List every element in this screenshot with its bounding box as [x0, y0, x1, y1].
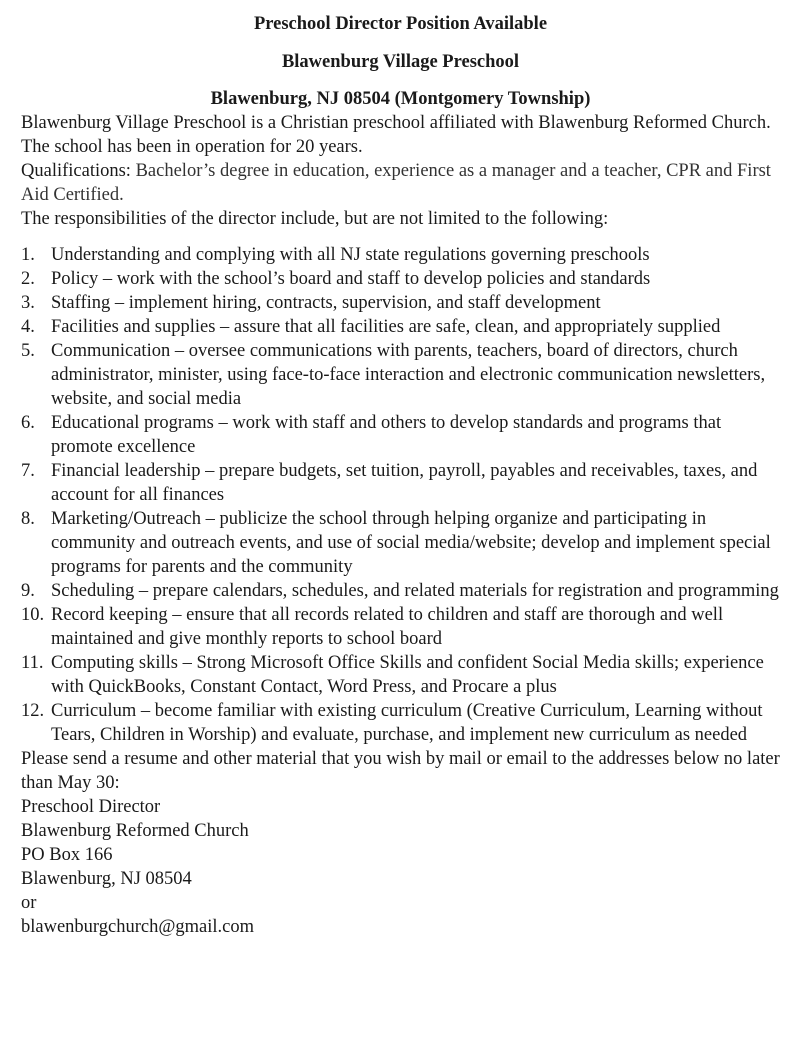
list-item-text: Financial leadership – prepare budgets, set tuition, payroll, payables and receivables, taxes, and account for all finances — [51, 461, 758, 505]
list-item — [21, 459, 780, 507]
list-item — [21, 603, 780, 651]
list-item-number: 5. — [21, 341, 35, 361]
list-item-number: 6. — [21, 413, 35, 433]
list-item-number: 9. — [21, 581, 35, 601]
list-item — [21, 291, 780, 315]
closing-paragraph: Please send a resume and other material that you wish by mail or email to the addresses below no later than May 30: — [21, 749, 780, 793]
list-item-text: Staffing – implement hiring, contracts, supervision, and staff development — [51, 293, 601, 313]
page-title: Preschool Director Position Available — [253, 14, 548, 34]
intro-paragraph: Blawenburg Village Preschool is a Christian preschool affiliated with Blawenburg Reformed Church. The school has been in operation for 20 years. — [21, 113, 771, 157]
address-organization: Blawenburg Reformed Church — [21, 821, 249, 841]
list-item — [21, 699, 780, 747]
list-item — [21, 411, 780, 459]
list-item-number: 2. — [21, 269, 35, 289]
address-po-box: PO Box 166 — [21, 845, 113, 865]
contact-email: blawenburgchurch@gmail.com — [21, 917, 254, 937]
responsibilities-list — [21, 243, 780, 747]
responsibilities-intro: The responsibilities of the director include, but are not limited to the following: — [21, 209, 609, 229]
list-item-number: 11. — [21, 653, 44, 673]
address-or: or — [21, 893, 37, 913]
list-item-text: Marketing/Outreach – publicize the school through helping organize and participating in community and outreach events, and use of social media/website; develop and implement special programs for parents and the community — [51, 509, 771, 577]
list-item — [21, 267, 780, 291]
list-item-number: 10. — [21, 605, 45, 625]
qualifications-text: Bachelor’s degree in education, experience as a manager and a teacher, CPR and First Aid Certified. — [21, 161, 771, 205]
list-item-text: Scheduling – prepare calendars, schedules, and related materials for registration and programming — [51, 581, 779, 601]
list-item-text: Facilities and supplies – assure that all facilities are safe, clean, and appropriately supplied — [51, 317, 721, 337]
list-item-text: Computing skills – Strong Microsoft Office Skills and confident Social Media skills; experience with QuickBooks, Constant Contact, Word Press, and Procare a plus — [51, 653, 764, 697]
list-item-number: 3. — [21, 293, 35, 313]
list-item — [21, 339, 780, 411]
school-name: Blawenburg Village Preschool — [281, 52, 520, 72]
address-city: Blawenburg, NJ 08504 — [21, 869, 192, 889]
list-item-text: Record keeping – ensure that all records related to children and staff are thorough and well maintained and give monthly reports to school board — [51, 605, 724, 649]
list-item — [21, 243, 780, 267]
list-item-text: Policy – work with the school’s board and staff to develop policies and standards — [51, 269, 651, 289]
list-item — [21, 579, 780, 603]
list-item-text: Curriculum – become familiar with existing curriculum (Creative Curriculum, Learning without Tears, Children in Worship) and evaluate, purchase, and implement new curriculum as needed — [51, 701, 763, 745]
list-item-number: 8. — [21, 509, 35, 529]
list-item — [21, 651, 780, 699]
address-recipient: Preschool Director — [21, 797, 161, 817]
list-item-text: Educational programs – work with staff and others to develop standards and programs that promote excellence — [51, 413, 722, 457]
qualifications-paragraph — [21, 159, 780, 207]
list-item — [21, 507, 780, 579]
mailing-address — [21, 795, 780, 939]
list-item-number: 12. — [21, 701, 45, 721]
list-item-number: 7. — [21, 461, 35, 481]
list-item-number: 4. — [21, 317, 35, 337]
qualifications-label: Qualifications: — [21, 161, 131, 181]
list-item — [21, 315, 780, 339]
list-item-number: 1. — [21, 245, 35, 265]
school-location: Blawenburg, NJ 08504 (Montgomery Township) — [210, 89, 591, 109]
list-item-text: Communication – oversee communications with parents, teachers, board of directors, church administrator, minister, using face-to-face interaction and electronic communication newsletters, website, and social media — [51, 341, 766, 409]
list-item-text: Understanding and complying with all NJ state regulations governing preschools — [51, 245, 650, 265]
